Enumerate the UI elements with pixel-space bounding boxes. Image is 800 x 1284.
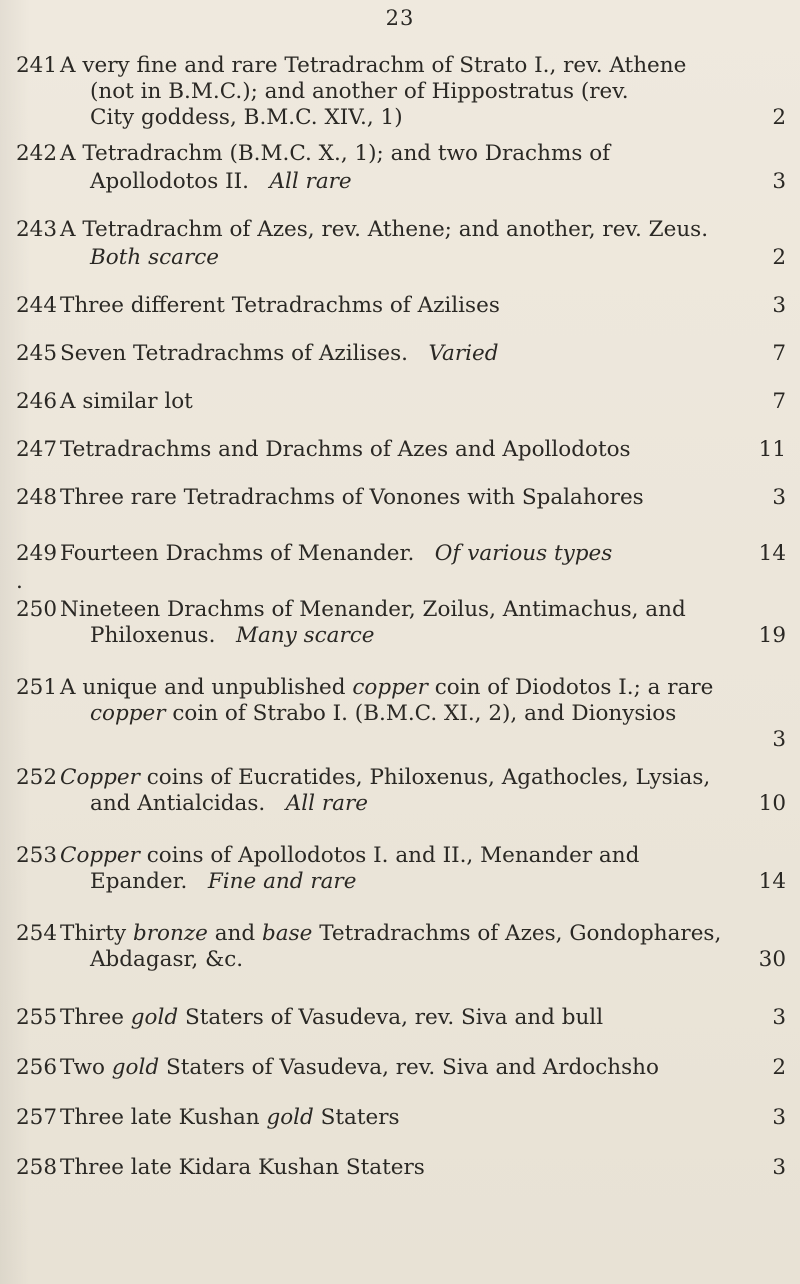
lot-quantity: 2: [772, 1055, 786, 1080]
lot-number: 245: [16, 341, 58, 366]
lot-description: Copper coins of Eucratides, Philoxenus, Agathocles, Lysias,: [60, 765, 711, 790]
lot-description: Both scarce: [90, 245, 219, 270]
lot-description: and Antialcidas. All rare: [90, 791, 368, 816]
lot-description: City goddess, B.M.C. XIV., 1): [90, 105, 403, 130]
lot-description: A similar lot: [60, 389, 193, 414]
lot-description: Three gold Staters of Vasudeva, rev. Siva and bull: [60, 1005, 604, 1030]
lot-quantity: 3: [772, 1005, 786, 1030]
lot-quantity: 3: [772, 727, 786, 752]
lot-quantity: 3: [772, 293, 786, 318]
lot-number: 252: [16, 765, 58, 790]
lot-quantity: 14: [758, 869, 786, 894]
lot-description: Tetradrachms and Drachms of Azes and Apollodotos: [60, 437, 631, 462]
lot-number: 244: [16, 293, 58, 318]
lot-description: (not in B.M.C.); and another of Hippostratus (rev.: [90, 79, 629, 104]
lot-description: A Tetradrachm (B.M.C. X., 1); and two Drachms of: [60, 141, 611, 166]
lot-quantity: 2: [772, 105, 786, 130]
lot-description: Philoxenus. Many scarce: [90, 623, 375, 648]
lot-number: 241: [16, 53, 58, 78]
lot-quantity: 11: [758, 437, 786, 462]
lot-description: Fourteen Drachms of Menander. Of various types: [60, 541, 613, 566]
lot-quantity: 10: [758, 791, 786, 816]
lot-quantity: 30: [758, 947, 786, 972]
lot-quantity: 3: [772, 485, 786, 510]
lot-number: 254: [16, 921, 58, 946]
lot-number: 251: [16, 675, 58, 700]
lot-description: Epander. Fine and rare: [90, 869, 357, 894]
lot-quantity: 14: [758, 541, 786, 566]
lot-description: A unique and unpublished copper coin of Diodotos I.; a rare: [60, 675, 714, 700]
lot-description: Three rare Tetradrachms of Vonones with Spalahores: [60, 485, 644, 510]
lot-quantity: 7: [772, 389, 786, 414]
lot-description: Nineteen Drachms of Menander, Zoilus, Antimachus, and: [60, 597, 686, 622]
lot-number: 250: [16, 597, 58, 622]
lot-description: Three late Kidara Kushan Staters: [60, 1155, 425, 1180]
lot-number: 256: [16, 1055, 58, 1080]
lot-number: 242: [16, 141, 58, 166]
lot-description: A very fine and rare Tetradrachm of Strato I., rev. Athene: [60, 53, 687, 78]
lot-number: 255: [16, 1005, 58, 1030]
lot-quantity: 3: [772, 1155, 786, 1180]
lot-description: Copper coins of Apollodotos I. and II., Menander and: [60, 843, 640, 868]
lot-number: 248: [16, 485, 58, 510]
lot-quantity: 19: [758, 623, 786, 648]
lot-description: Three different Tetradrachms of Azilises: [60, 293, 500, 318]
lot-quantity: 3: [772, 169, 786, 194]
lot-quantity: 7: [772, 341, 786, 366]
lot-number: 257: [16, 1105, 58, 1130]
lot-quantity: 3: [772, 1105, 786, 1130]
lot-number: 249 .: [16, 541, 58, 594]
lot-description: copper coin of Strabo I. (B.M.C. XI., 2), and Dionysios: [90, 701, 677, 726]
lot-quantity: 2: [772, 245, 786, 270]
page-number: 23: [385, 6, 415, 30]
lot-number: 253: [16, 843, 58, 868]
lot-number: 243: [16, 217, 58, 242]
lot-number: 247: [16, 437, 58, 462]
lot-description: Two gold Staters of Vasudeva, rev. Siva and Ardochsho: [60, 1055, 659, 1080]
lot-description: Three late Kushan gold Staters: [60, 1105, 400, 1130]
lot-description: Apollodotos II. All rare: [90, 169, 352, 194]
lot-description: Seven Tetradrachms of Azilises. Varied: [60, 341, 499, 366]
lot-description: Abdagasr, &c.: [90, 947, 244, 972]
lot-description: A Tetradrachm of Azes, rev. Athene; and another, rev. Zeus.: [60, 217, 709, 242]
lot-number: 246: [16, 389, 58, 414]
lot-description: Thirty bronze and base Tetradrachms of Azes, Gondophares,: [60, 921, 722, 946]
lot-number: 258: [16, 1155, 58, 1180]
